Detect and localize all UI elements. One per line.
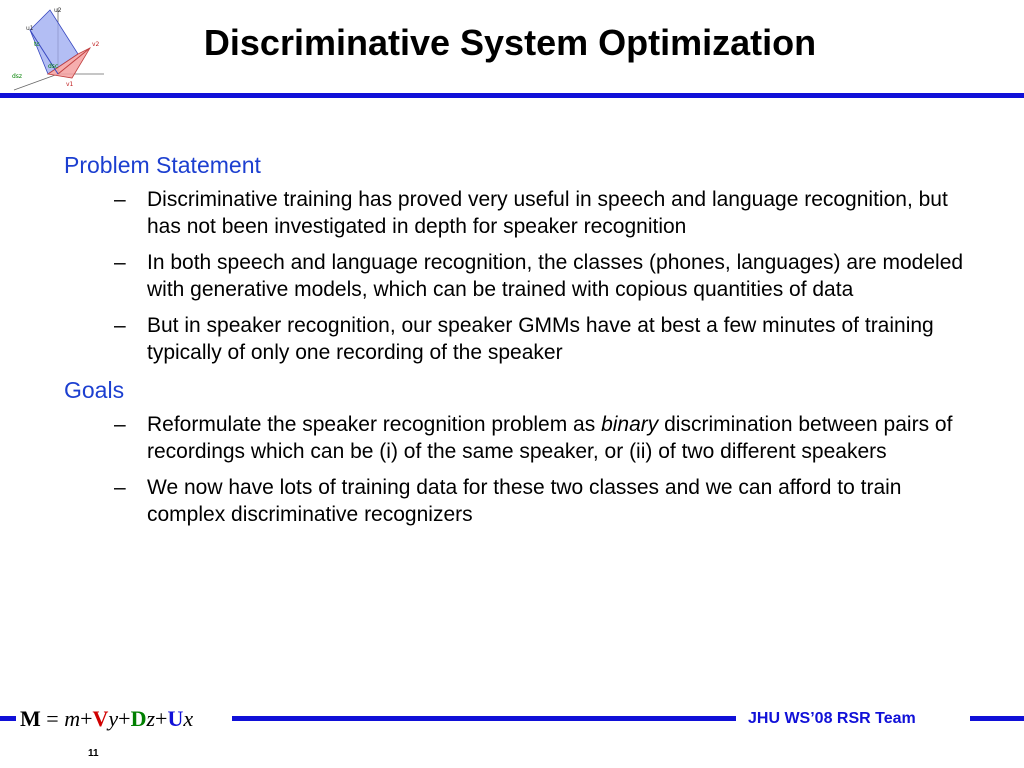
footer-divider-right: [970, 716, 1024, 721]
logo-label-tc: tc: [34, 41, 40, 48]
section-heading-problem-statement: Problem Statement: [64, 152, 261, 178]
goals-list: [64, 411, 964, 528]
slide-content: [64, 150, 964, 537]
formula-m: m: [64, 706, 81, 731]
formula-plus: +: [155, 706, 168, 731]
formula-U: U: [167, 706, 184, 731]
problem-statement-list: [64, 186, 964, 366]
formula-y: y: [108, 706, 119, 731]
bullet-dash: –: [114, 413, 126, 436]
footer-divider-left: [0, 716, 16, 721]
formula-plus: +: [80, 706, 93, 731]
bullet-text: Discriminative training has proved very useful in speech and language recognition, but has not been investigated in depth for speaker recognition: [147, 188, 948, 238]
formula-V: V: [92, 706, 109, 731]
logo-label-u2: u2: [54, 7, 62, 14]
list-item: [64, 186, 964, 240]
formula-x: x: [183, 706, 194, 731]
vector-space-logo: [8, 2, 108, 94]
logo-label-v1: v1: [66, 81, 74, 88]
list-item: [64, 411, 964, 465]
logo-label-v2: v2: [92, 41, 100, 48]
section-heading-goals: Goals: [64, 377, 125, 403]
logo-label-dsc: dsc: [48, 63, 59, 70]
bullet-text-emphasis: binary: [601, 413, 659, 436]
slide-title: Discriminative System Optimization: [203, 22, 817, 63]
bullet-dash: –: [114, 188, 126, 211]
bullet-text: We now have lots of training data for these two classes and we can afford to train complex discriminative recognizers: [147, 476, 902, 526]
logo-label-u1: u1: [26, 25, 34, 32]
bullet-text-post: discrimination between pairs of recordings which can be (i) of the same speaker, or (ii) of two different speakers: [147, 413, 953, 463]
logo-label-dsz: dsz: [12, 73, 23, 80]
bullet-dash: –: [114, 251, 126, 274]
formula-equals: =: [46, 706, 59, 731]
bullet-text-pre: Reformulate the speaker recognition problem as: [147, 413, 602, 436]
formula-D: D: [130, 706, 147, 731]
page-number: 11: [88, 748, 99, 759]
bullet-dash: –: [114, 476, 126, 499]
footer-formula: [20, 706, 193, 732]
footer-divider-middle: [232, 716, 736, 721]
formula-z: z: [146, 706, 156, 731]
footer-team-label: JHU WS’08 RSR Team: [748, 710, 916, 727]
title-divider: [0, 93, 1024, 98]
list-item: [64, 312, 964, 366]
list-item: [64, 474, 964, 528]
formula-plus: +: [118, 706, 131, 731]
list-item: [64, 249, 964, 303]
bullet-dash: –: [114, 314, 126, 337]
bullet-text: But in speaker recognition, our speaker GMMs have at best a few minutes of training typically of only one recording of the speaker: [147, 314, 934, 364]
bullet-text: In both speech and language recognition, the classes (phones, languages) are modeled with generative models, which can be trained with copious quantities of data: [147, 251, 964, 301]
formula-M: M: [20, 706, 41, 731]
